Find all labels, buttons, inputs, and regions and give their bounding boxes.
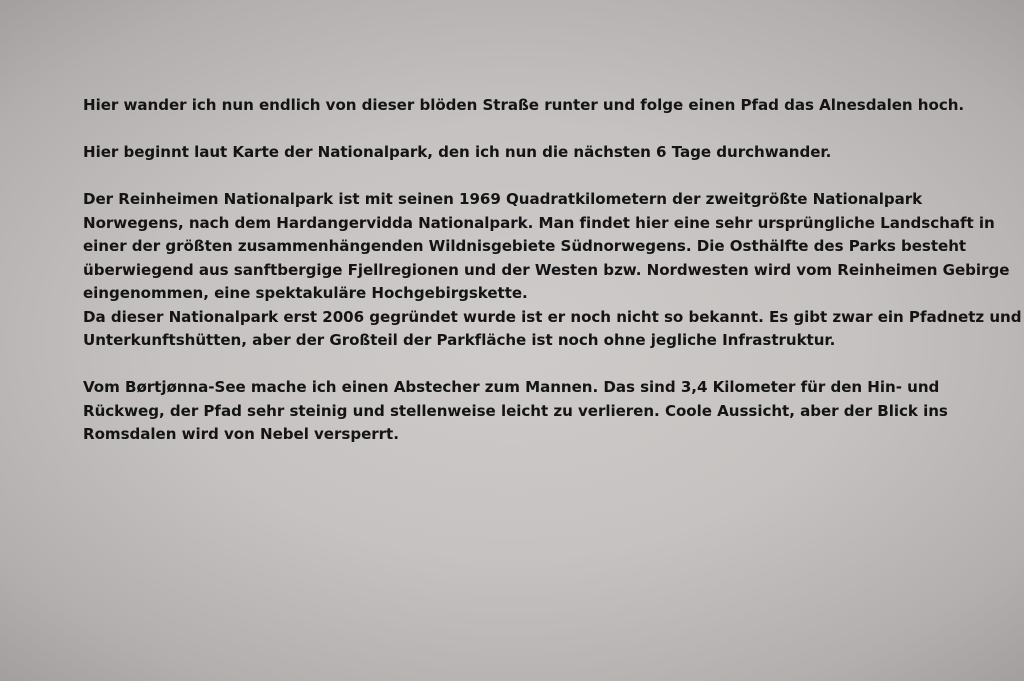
- paragraph-mannen-detour: [83, 376, 983, 447]
- paragraph-founding: [83, 306, 1022, 353]
- text-block: [83, 94, 1022, 470]
- text-line: Da dieser Nationalpark erst 2006 gegründet wurde ist er noch nicht so bekannt. Es gibt zwar ein Pfadnetz und: [83, 307, 1022, 326]
- text-line: Rückweg, der Pfad sehr steinig und stellenweise leicht zu verlieren. Coole Aussicht, aber der Blick ins: [83, 401, 948, 420]
- text-line: Romsdalen wird von Nebel versperrt.: [83, 425, 399, 443]
- text-line: überwiegend aus sanftbergige Fjellregionen und der Westen bzw. Nordwesten wird vom Reinheimen Gebirge: [83, 260, 1010, 279]
- text-line: eingenommen, eine spektakuläre Hochgebirgskette.: [83, 284, 528, 302]
- text-line: Hier wander ich nun endlich von dieser blöden Straße runter und folge einen Pfad das Alnesdalen hoch.: [83, 96, 965, 114]
- text-line: Vom Børtjønna-See mache ich einen Abstecher zum Mannen. Das sind 3,4 Kilometer für den Hin- und: [83, 378, 940, 396]
- paragraph-nationalpark-start: [83, 141, 983, 165]
- text-line: Der Reinheimen Nationalpark ist mit seinen 1969 Quadratkilometern der zweitgrößte Nationalpark: [83, 190, 923, 208]
- text-line: einer der größten zusammenhängenden Wildnisgebiete Südnorwegens. Die Osthälfte des Parks besteht: [83, 237, 967, 255]
- text-line: Norwegens, nach dem Hardangervidda Nationalpark. Man findet hier eine sehr ursprüngliche Landschaft in: [83, 213, 995, 232]
- text-line: Hier beginnt laut Karte der Nationalpark, den ich nun die nächsten 6 Tage durchwander.: [83, 143, 832, 161]
- paragraph-reinheimen-description: [83, 188, 1010, 306]
- paragraph-intro: [83, 94, 983, 118]
- text-line: Unterkunftshütten, aber der Großteil der Parkfläche ist noch ohne jegliche Infrastruktur.: [83, 331, 836, 349]
